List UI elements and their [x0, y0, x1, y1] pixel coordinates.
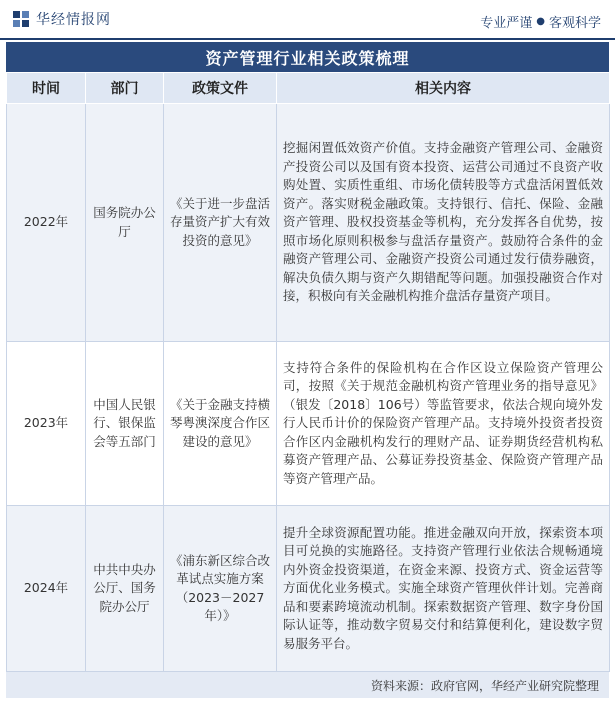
slogan-right: 客观科学: [548, 16, 601, 31]
brand-logo: [12, 8, 111, 30]
table-row: [7, 104, 610, 342]
cell-dept: 中国人民银行、银保监会等五部门: [86, 342, 164, 506]
cell-dept: 中共中央办公厅、国务院办公厅: [86, 506, 164, 672]
cell-content: 挖掘闲置低效资产价值。支持金融资产管理公司、金融资产投资公司以及国有资本投资、运营公司通过不良资产收购处置、实质性重组、市场化债转股等方式盘活闲置低效资产。落实财税金融政策。支持银行、信托、保险、金融资产管理、股权投资基金等机构，充分发挥各自优势，按照市场化原则积极参与盘活存量资产。鼓励符合条件的金融资产管理公司、金融资产投资公司通过发行债券融资，解决负债久期与资产久期错配等问题。加强投融资合作对接，积极向有关金融机构推介盘活存量资产项目。: [277, 104, 610, 342]
cell-doc: 《浦东新区综合改革试点实施方案（2023－2027年）》: [164, 506, 277, 672]
slogan: [480, 12, 601, 31]
brand-logo-icon: [12, 10, 30, 28]
slogan-left: 专业严谨: [480, 16, 533, 31]
header-time: 时间: [7, 73, 86, 104]
cell-content: 提升全球资源配置功能。推进金融双向开放，探索资本项目可兑换的实施路径。支持资产管理行业依法合规畅通境内外资金投资渠道，在资金来源、投资方式、资金运营等方面优化业务模式。实施全球资产管理伙伴计划。完善商品和要素跨境流动机制。探索数据资产管理、数字身份国际认证等，推动数字贸易交付和结算便利化，建设数字贸易服务平台。: [277, 506, 610, 672]
cell-doc: 《关于金融支持横琴粤澳深度合作区建设的意见》: [164, 342, 277, 506]
brand-name: 华经情报网: [36, 12, 111, 28]
policy-table: [6, 72, 610, 672]
cell-time: 2022年: [7, 104, 86, 342]
table-header-row: [7, 73, 610, 104]
header-dept: 部门: [86, 73, 164, 104]
header-doc: 政策文件: [164, 73, 277, 104]
header-content: 相关内容: [277, 73, 610, 104]
slogan-separator: ●: [536, 16, 545, 27]
cell-doc: 《关于进一步盘活存量资产扩大有效投资的意见》: [164, 104, 277, 342]
header-bar: [0, 0, 615, 40]
page-title: 资产管理行业相关政策梳理: [6, 42, 609, 72]
cell-content: 支持符合条件的保险机构在合作区设立保险资产管理公司，按照《关于规范金融机构资产管理业务的指导意见》（银发〔2018〕106号）等监管要求，依法合规向境外发行人民币计价的保险资产管理产品。支持境外投资者投资合作区内金融机构发行的理财产品、证券期货经营机构私募资产管理产品、公募证券投资基金、保险资产管理产品等资产管理产品。: [277, 342, 610, 506]
cell-time: 2024年: [7, 506, 86, 672]
cell-time: 2023年: [7, 342, 86, 506]
cell-dept: 国务院办公厅: [86, 104, 164, 342]
source-note: 资料来源：政府官网，华经产业研究院整理: [6, 672, 609, 698]
table-row: [7, 342, 610, 506]
table-row: [7, 506, 610, 672]
